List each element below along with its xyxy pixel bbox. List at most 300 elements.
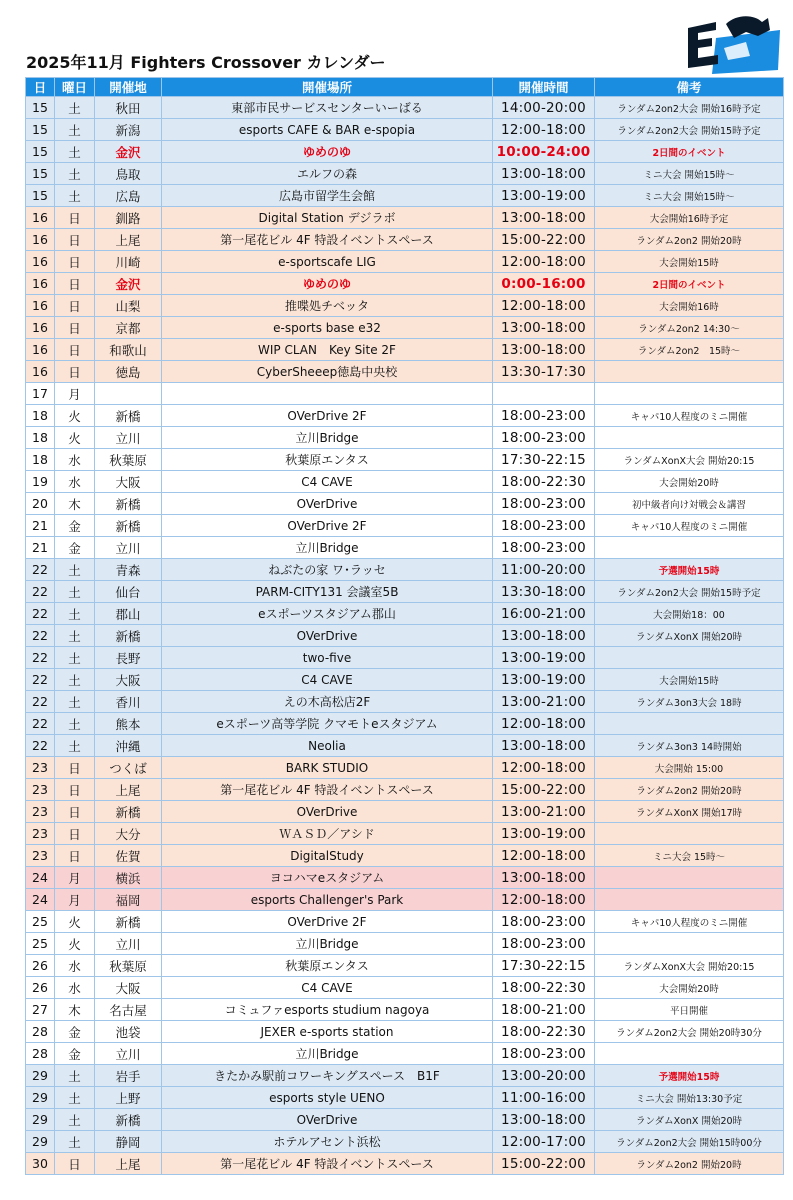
row-venue: eスポーツスタジアム郡山	[162, 603, 493, 625]
row-city: 立川	[95, 537, 162, 559]
row-weekday: 土	[55, 691, 95, 713]
row-note: ランダム2on2 開始20時	[595, 1153, 784, 1175]
row-time: 15:00-22:00	[493, 779, 595, 801]
row-city: 立川	[95, 933, 162, 955]
row-city: 秋葉原	[95, 449, 162, 471]
row-note: 大会開始20時	[595, 471, 784, 493]
row-city: 秋葉原	[95, 955, 162, 977]
row-time: 13:00-18:00	[493, 339, 595, 361]
row-venue: コミュファesports studium nagoya	[162, 999, 493, 1021]
row-city: 大分	[95, 823, 162, 845]
row-city: 金沢	[95, 273, 162, 295]
row-city: 沖縄	[95, 735, 162, 757]
row-venue: e-sportscafe LIG	[162, 251, 493, 273]
row-day: 30	[26, 1153, 55, 1175]
row-time: 18:00-21:00	[493, 999, 595, 1021]
row-city: 金沢	[95, 141, 162, 163]
row-venue: ゆめのゆ	[162, 141, 493, 163]
row-weekday: 日	[55, 273, 95, 295]
row-weekday: 日	[55, 779, 95, 801]
table-row	[26, 141, 784, 163]
row-time	[493, 383, 595, 405]
row-time: 13:00-18:00	[493, 163, 595, 185]
row-weekday: 日	[55, 801, 95, 823]
row-time: 14:00-20:00	[493, 97, 595, 119]
row-day: 26	[26, 977, 55, 999]
row-note: ランダムXonX 開始17時	[595, 801, 784, 823]
row-weekday: 日	[55, 229, 95, 251]
row-city: 仙台	[95, 581, 162, 603]
row-city: 熊本	[95, 713, 162, 735]
row-venue: CyberSheeep徳島中央校	[162, 361, 493, 383]
row-note: ランダム2on2大会 開始15時予定	[595, 119, 784, 141]
row-time: 13:00-18:00	[493, 867, 595, 889]
row-time: 18:00-23:00	[493, 933, 595, 955]
row-time: 10:00-24:00	[493, 141, 595, 163]
table-row	[26, 251, 784, 273]
row-time: 18:00-22:30	[493, 471, 595, 493]
row-city: 大阪	[95, 669, 162, 691]
row-time: 13:00-18:00	[493, 625, 595, 647]
row-time: 13:00-20:00	[493, 1065, 595, 1087]
row-weekday: 土	[55, 625, 95, 647]
row-weekday: 土	[55, 119, 95, 141]
row-weekday: 月	[55, 867, 95, 889]
row-venue: 立川Bridge	[162, 933, 493, 955]
table-row	[26, 1065, 784, 1087]
row-city: 佐賀	[95, 845, 162, 867]
row-day: 17	[26, 383, 55, 405]
row-day: 28	[26, 1043, 55, 1065]
row-city: 横浜	[95, 867, 162, 889]
table-row	[26, 449, 784, 471]
row-day: 25	[26, 911, 55, 933]
row-weekday: 土	[55, 185, 95, 207]
table-row	[26, 1153, 784, 1175]
row-weekday: 日	[55, 1153, 95, 1175]
row-weekday: 金	[55, 537, 95, 559]
row-time: 18:00-22:30	[493, 1021, 595, 1043]
row-city: 新橋	[95, 911, 162, 933]
row-note: ランダムXonX 開始20時	[595, 625, 784, 647]
row-time: 12:00-18:00	[493, 119, 595, 141]
row-note: ランダム3on3大会 18時	[595, 691, 784, 713]
row-note: ランダム2on2大会 開始20時30分	[595, 1021, 784, 1043]
row-day: 15	[26, 185, 55, 207]
row-note: ランダム3on3 14時開始	[595, 735, 784, 757]
table-row	[26, 845, 784, 867]
row-venue: OVerDrive 2F	[162, 911, 493, 933]
row-time: 18:00-23:00	[493, 493, 595, 515]
fighters-crossover-logo	[676, 8, 784, 80]
table-row	[26, 515, 784, 537]
row-city: 上尾	[95, 1153, 162, 1175]
row-venue: ねぶたの家 ワ･ラッセ	[162, 559, 493, 581]
row-time: 12:00-17:00	[493, 1131, 595, 1153]
row-time: 12:00-18:00	[493, 295, 595, 317]
row-weekday: 土	[55, 1087, 95, 1109]
row-day: 23	[26, 823, 55, 845]
row-venue: 広島市留学生会館	[162, 185, 493, 207]
row-time: 12:00-18:00	[493, 845, 595, 867]
row-day: 21	[26, 515, 55, 537]
row-venue: OVerDrive	[162, 1109, 493, 1131]
row-day: 18	[26, 405, 55, 427]
row-weekday: 日	[55, 823, 95, 845]
row-time: 13:30-17:30	[493, 361, 595, 383]
row-note: キャパ10人程度のミニ開催	[595, 405, 784, 427]
row-time: 13:00-19:00	[493, 185, 595, 207]
table-row	[26, 823, 784, 845]
row-city: 秋田	[95, 97, 162, 119]
row-note: ランダムXonX 開始20時	[595, 1109, 784, 1131]
table-row	[26, 1087, 784, 1109]
row-venue: 推喋処チベッタ	[162, 295, 493, 317]
table-row	[26, 97, 784, 119]
row-time: 11:00-20:00	[493, 559, 595, 581]
row-venue: JEXER e-sports station	[162, 1021, 493, 1043]
row-weekday: 日	[55, 757, 95, 779]
header-weekday: 曜日	[55, 78, 95, 97]
row-time: 18:00-23:00	[493, 515, 595, 537]
row-venue: esports style UENO	[162, 1087, 493, 1109]
row-day: 15	[26, 119, 55, 141]
table-row	[26, 867, 784, 889]
row-note: ランダム2on2大会 開始16時予定	[595, 97, 784, 119]
row-weekday: 火	[55, 427, 95, 449]
row-day: 18	[26, 449, 55, 471]
table-row	[26, 339, 784, 361]
row-weekday: 土	[55, 647, 95, 669]
row-venue: Neolia	[162, 735, 493, 757]
row-city: 青森	[95, 559, 162, 581]
row-weekday: 火	[55, 911, 95, 933]
row-note: 大会開始18：00	[595, 603, 784, 625]
row-venue: OVerDrive 2F	[162, 515, 493, 537]
row-venue: OVerDrive	[162, 625, 493, 647]
row-venue: BARK STUDIO	[162, 757, 493, 779]
row-time: 18:00-23:00	[493, 1043, 595, 1065]
row-venue: Digital Station デジラボ	[162, 207, 493, 229]
row-weekday: 木	[55, 493, 95, 515]
table-row	[26, 119, 784, 141]
table-row	[26, 1021, 784, 1043]
row-note: 大会開始15時	[595, 251, 784, 273]
header-time: 開催時間	[493, 78, 595, 97]
row-city: 福岡	[95, 889, 162, 911]
table-row	[26, 889, 784, 911]
row-weekday: 金	[55, 1021, 95, 1043]
row-weekday: 金	[55, 1043, 95, 1065]
table-row	[26, 361, 784, 383]
row-note	[595, 537, 784, 559]
row-day: 22	[26, 735, 55, 757]
row-venue: WIP CLAN Key Site 2F	[162, 339, 493, 361]
row-venue: PARM-CITY131 会議室5B	[162, 581, 493, 603]
table-row	[26, 801, 784, 823]
row-venue: きたかみ駅前コワーキングスペース B1F	[162, 1065, 493, 1087]
row-city: 広島	[95, 185, 162, 207]
row-city	[95, 383, 162, 405]
row-weekday: 月	[55, 889, 95, 911]
row-venue: ヨコハマeスタジアム	[162, 867, 493, 889]
table-row	[26, 757, 784, 779]
row-day: 16	[26, 207, 55, 229]
row-venue: C4 CAVE	[162, 471, 493, 493]
row-venue: えの木高松店2F	[162, 691, 493, 713]
row-venue: C4 CAVE	[162, 669, 493, 691]
row-note: 大会開始15時	[595, 669, 784, 691]
row-day: 29	[26, 1087, 55, 1109]
table-row	[26, 317, 784, 339]
row-day: 16	[26, 229, 55, 251]
row-venue: OVerDrive	[162, 801, 493, 823]
row-weekday: 土	[55, 603, 95, 625]
table-row	[26, 735, 784, 757]
row-note: 平日開催	[595, 999, 784, 1021]
table-row	[26, 1109, 784, 1131]
table-row	[26, 1131, 784, 1153]
row-day: 22	[26, 713, 55, 735]
row-city: 香川	[95, 691, 162, 713]
table-row	[26, 427, 784, 449]
table-row	[26, 625, 784, 647]
row-day: 25	[26, 933, 55, 955]
row-city: つくば	[95, 757, 162, 779]
row-venue	[162, 383, 493, 405]
row-day: 22	[26, 647, 55, 669]
row-note: ランダム2on2 15時～	[595, 339, 784, 361]
row-time: 13:00-18:00	[493, 317, 595, 339]
row-note: ランダム2on2 開始20時	[595, 229, 784, 251]
row-weekday: 水	[55, 471, 95, 493]
row-city: 釧路	[95, 207, 162, 229]
row-weekday: 土	[55, 141, 95, 163]
row-time: 18:00-23:00	[493, 427, 595, 449]
row-city: 大阪	[95, 471, 162, 493]
row-weekday: 土	[55, 97, 95, 119]
row-note: ランダム2on2 14:30～	[595, 317, 784, 339]
row-city: 上尾	[95, 229, 162, 251]
row-city: 新橋	[95, 515, 162, 537]
row-weekday: 火	[55, 405, 95, 427]
row-city: 上野	[95, 1087, 162, 1109]
row-time: 12:00-18:00	[493, 713, 595, 735]
table-row	[26, 669, 784, 691]
row-note	[595, 1043, 784, 1065]
row-time: 15:00-22:00	[493, 229, 595, 251]
row-day: 29	[26, 1109, 55, 1131]
row-city: 京都	[95, 317, 162, 339]
row-note: ランダムXonX大会 開始20:15	[595, 955, 784, 977]
row-note: キャパ10人程度のミニ開催	[595, 515, 784, 537]
row-note: ランダム2on2大会 開始15時予定	[595, 581, 784, 603]
row-weekday: 土	[55, 713, 95, 735]
row-time: 15:00-22:00	[493, 1153, 595, 1175]
row-day: 23	[26, 779, 55, 801]
row-venue: 第一尾花ビル 4F 特設イベントスペース	[162, 1153, 493, 1175]
header-note: 備考	[595, 78, 784, 97]
row-weekday: 土	[55, 1131, 95, 1153]
table-row	[26, 185, 784, 207]
row-day: 16	[26, 361, 55, 383]
row-venue: OVerDrive	[162, 493, 493, 515]
row-time: 16:00-21:00	[493, 603, 595, 625]
row-city: 静岡	[95, 1131, 162, 1153]
table-row	[26, 471, 784, 493]
row-venue: 第一尾花ビル 4F 特設イベントスペース	[162, 779, 493, 801]
row-day: 22	[26, 581, 55, 603]
row-city: 新橋	[95, 625, 162, 647]
row-day: 27	[26, 999, 55, 1021]
table-row	[26, 779, 784, 801]
row-venue: e-sports base e32	[162, 317, 493, 339]
row-day: 28	[26, 1021, 55, 1043]
row-weekday: 土	[55, 559, 95, 581]
row-city: 池袋	[95, 1021, 162, 1043]
row-venue: esports Challenger's Park	[162, 889, 493, 911]
row-city: 鳥取	[95, 163, 162, 185]
table-row	[26, 229, 784, 251]
row-time: 18:00-23:00	[493, 537, 595, 559]
row-venue: ゆめのゆ	[162, 273, 493, 295]
row-note	[595, 933, 784, 955]
row-city: 川崎	[95, 251, 162, 273]
row-time: 13:00-21:00	[493, 801, 595, 823]
row-day: 21	[26, 537, 55, 559]
row-day: 24	[26, 867, 55, 889]
row-venue: 立川Bridge	[162, 537, 493, 559]
row-city: 新潟	[95, 119, 162, 141]
row-day: 20	[26, 493, 55, 515]
header-city: 開催地	[95, 78, 162, 97]
row-note	[595, 823, 784, 845]
row-note: 大会開始 15:00	[595, 757, 784, 779]
row-time: 17:30-22:15	[493, 449, 595, 471]
row-day: 19	[26, 471, 55, 493]
row-time: 17:30-22:15	[493, 955, 595, 977]
row-day: 22	[26, 625, 55, 647]
row-day: 15	[26, 141, 55, 163]
row-city: 和歌山	[95, 339, 162, 361]
table-row	[26, 493, 784, 515]
row-day: 23	[26, 801, 55, 823]
row-venue: eスポーツ高等学院 クマモトeスタジアム	[162, 713, 493, 735]
row-note: ミニ大会 開始13:30予定	[595, 1087, 784, 1109]
table-row	[26, 647, 784, 669]
row-weekday: 日	[55, 361, 95, 383]
row-note	[595, 867, 784, 889]
row-city: 郡山	[95, 603, 162, 625]
row-day: 18	[26, 427, 55, 449]
calendar-table	[25, 77, 784, 1175]
table-row	[26, 163, 784, 185]
row-weekday: 水	[55, 977, 95, 999]
row-city: 上尾	[95, 779, 162, 801]
row-city: 新橋	[95, 405, 162, 427]
row-city: 岩手	[95, 1065, 162, 1087]
row-venue: ＷＡＳＤ／アシド	[162, 823, 493, 845]
row-note: 大会開始16時	[595, 295, 784, 317]
row-venue: 第一尾花ビル 4F 特設イベントスペース	[162, 229, 493, 251]
row-note: 大会開始16時予定	[595, 207, 784, 229]
row-venue: esports CAFE & BAR e-spopia	[162, 119, 493, 141]
row-city: 立川	[95, 427, 162, 449]
row-note: ランダムXonX大会 開始20:15	[595, 449, 784, 471]
row-venue: DigitalStudy	[162, 845, 493, 867]
row-venue: エルフの森	[162, 163, 493, 185]
row-venue: C4 CAVE	[162, 977, 493, 999]
row-note	[595, 647, 784, 669]
row-weekday: 日	[55, 295, 95, 317]
row-day: 16	[26, 273, 55, 295]
row-note: 予選開始15時	[595, 559, 784, 581]
row-weekday: 土	[55, 735, 95, 757]
row-day: 29	[26, 1065, 55, 1087]
row-note: 予選開始15時	[595, 1065, 784, 1087]
row-weekday: 日	[55, 339, 95, 361]
row-time: 13:30-18:00	[493, 581, 595, 603]
row-day: 16	[26, 339, 55, 361]
row-venue: ホテルアセント浜松	[162, 1131, 493, 1153]
row-day: 16	[26, 295, 55, 317]
row-note	[595, 383, 784, 405]
row-venue: 立川Bridge	[162, 1043, 493, 1065]
table-row	[26, 383, 784, 405]
row-time: 13:00-19:00	[493, 823, 595, 845]
row-note: ランダム2on2 開始20時	[595, 779, 784, 801]
row-day: 15	[26, 163, 55, 185]
row-time: 13:00-19:00	[493, 647, 595, 669]
row-weekday: 火	[55, 933, 95, 955]
table-row	[26, 933, 784, 955]
table-row	[26, 713, 784, 735]
row-note: キャパ10人程度のミニ開催	[595, 911, 784, 933]
row-time: 18:00-22:30	[493, 977, 595, 999]
row-time: 13:00-18:00	[493, 735, 595, 757]
header-venue: 開催場所	[162, 78, 493, 97]
table-row	[26, 1043, 784, 1065]
table-row	[26, 537, 784, 559]
row-weekday: 月	[55, 383, 95, 405]
row-city: 立川	[95, 1043, 162, 1065]
row-day: 29	[26, 1131, 55, 1153]
row-weekday: 日	[55, 317, 95, 339]
row-city: 長野	[95, 647, 162, 669]
row-venue: OVerDrive 2F	[162, 405, 493, 427]
row-note: 初中級者向け対戦会＆講習	[595, 493, 784, 515]
row-note: ミニ大会 15時～	[595, 845, 784, 867]
row-day: 22	[26, 559, 55, 581]
row-time: 12:00-18:00	[493, 757, 595, 779]
page-title: 2025年11月 Fighters Crossover カレンダー	[26, 53, 386, 72]
row-day: 22	[26, 691, 55, 713]
row-day: 26	[26, 955, 55, 977]
row-day: 22	[26, 603, 55, 625]
row-time: 13:00-18:00	[493, 1109, 595, 1131]
row-time: 0:00-16:00	[493, 273, 595, 295]
row-venue: 秋葉原エンタス	[162, 955, 493, 977]
row-note: 2日間のイベント	[595, 273, 784, 295]
row-city: 新橋	[95, 801, 162, 823]
row-time: 13:00-21:00	[493, 691, 595, 713]
header-day: 日	[26, 78, 55, 97]
table-row	[26, 977, 784, 999]
row-time: 13:00-19:00	[493, 669, 595, 691]
row-city: 名古屋	[95, 999, 162, 1021]
row-time: 13:00-18:00	[493, 207, 595, 229]
row-venue: 立川Bridge	[162, 427, 493, 449]
